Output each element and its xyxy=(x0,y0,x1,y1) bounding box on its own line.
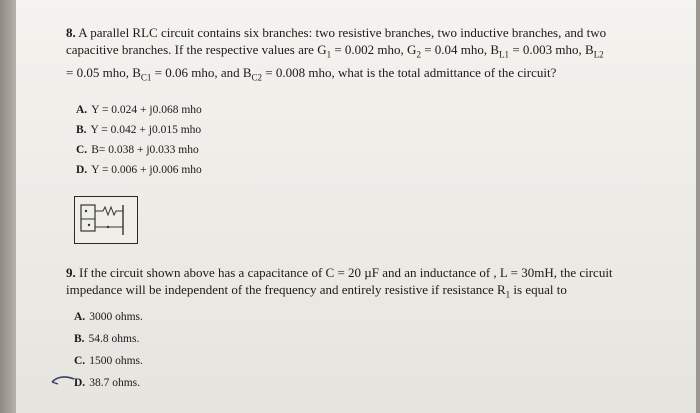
page-edge-shadow xyxy=(0,0,16,413)
pen-mark-icon xyxy=(48,370,88,390)
question-8-stem: 8. A parallel RLC circuit contains six branches: two resistive branches, two inductive branches, and two capacitive branches. If the respective values are $G_1 = 0.002$ mho, $G_2 = 0.04$ mho, $B_{L1} = 0.003$ mho, $B_{L2}$ = 0.05 mho, $B_{C1} = 0.06$ mho, and $B_{C2} = 0.008$ mho, what is the total admittance of the circuit? xyxy=(66,25,607,83)
circuit-schematic-icon xyxy=(75,197,137,243)
circuit-diagram xyxy=(74,196,138,244)
option-a[interactable]: A. 3000 ohms. xyxy=(74,311,143,323)
option-a[interactable]: A. Y = 0.024 + j0.068 mho xyxy=(76,104,202,116)
option-b[interactable]: B. Y = 0.042 + j0.015 mho xyxy=(76,124,202,136)
question-9-number: 9. xyxy=(66,265,76,280)
question-8-options xyxy=(76,100,202,180)
option-c[interactable]: C. B= 0.038 + j0.033 mho xyxy=(76,144,199,156)
option-c[interactable]: C. 1500 ohms. xyxy=(74,355,143,367)
document-page xyxy=(16,0,696,413)
option-d[interactable]: D. Y = 0.006 + j0.006 mho xyxy=(76,164,202,176)
question-8-number: 8. xyxy=(66,25,76,40)
question-9: 9. If the circuit shown above has a capacitance of C = 20 µF and an inductance of , L = 30mH, the circuit impedance will be independent of the frequency and entirely resistive if resistance $R_1$ is equal to xyxy=(66,265,613,300)
option-d[interactable]: D. 38.7 ohms. xyxy=(74,377,140,389)
option-b[interactable]: B. 54.8 ohms. xyxy=(74,333,140,345)
question-8 xyxy=(66,24,681,86)
